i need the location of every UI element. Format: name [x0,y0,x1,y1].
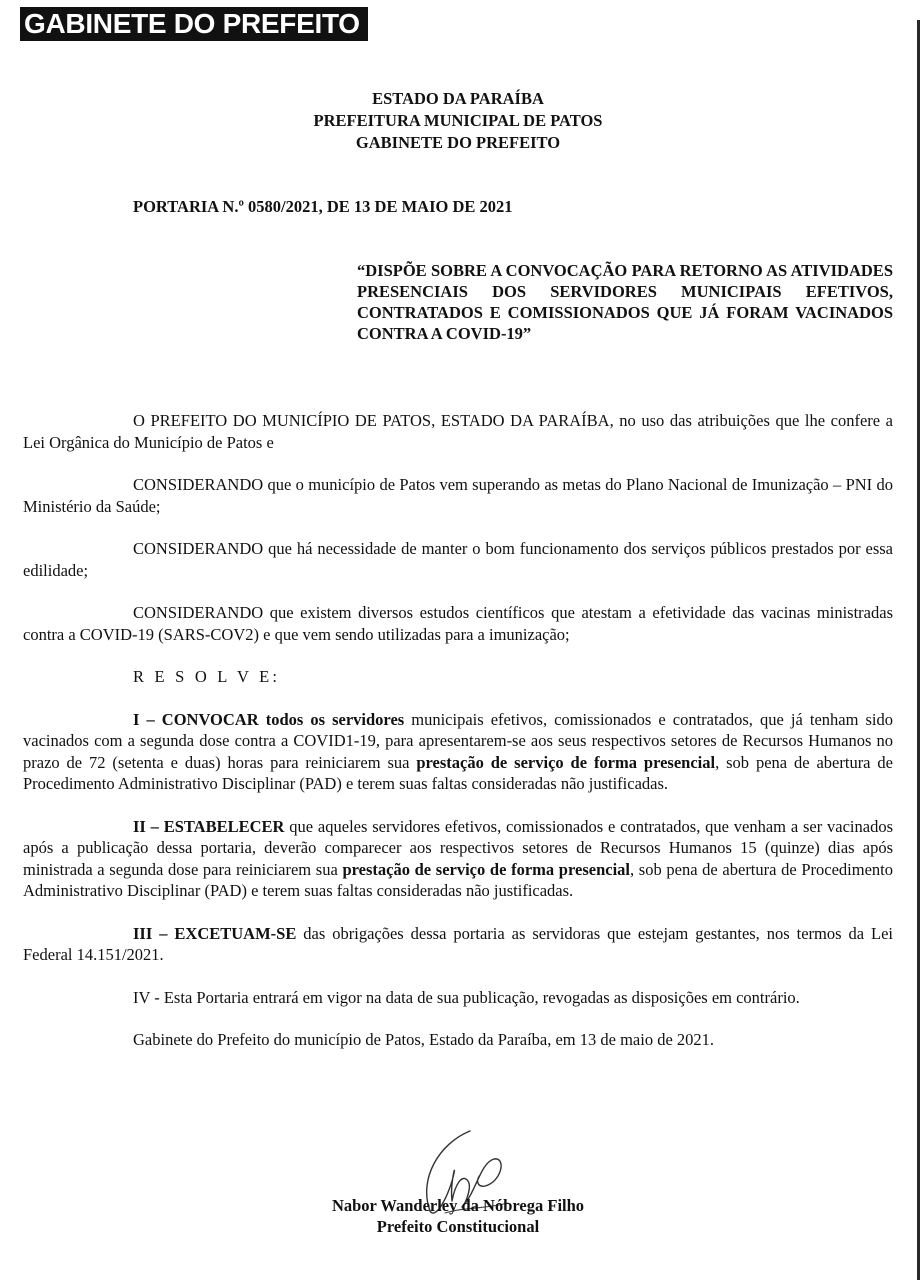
article-3 [23,923,893,966]
document-body [23,410,893,1072]
article-1 [23,709,893,795]
office-banner: GABINETE DO PREFEITO [20,7,368,41]
signatory-role: Prefeito Constitucional [376,1217,540,1236]
article-2 [23,816,893,902]
article-3-lead: III – EXCETUAM-SE [133,923,297,943]
article-1-text-b: , sob pena de abertura de Procedimento Administrativo Disciplinar (PAD) e terem suas faltas consideradas não justificadas. [23,752,893,793]
portaria-title: PORTARIA N.º 0580/2021, DE 13 DE MAIO DE 2021 [133,197,513,216]
document-header [0,88,916,154]
closing-line: Gabinete do Prefeito do município de Patos, Estado da Paraíba, em 13 de maio de 2021. [133,1030,715,1049]
article-1-lead: I – CONVOCAR todos os servidores [133,709,405,729]
article-2-text-a: que aqueles servidores efetivos, comissionados e contratados, que venham a ser vacinados após a publicação dessa portaria, deverão comparecer aos respectivos setores de Recursos Humanos 15 (quinze) dias após ministrada a segunda dose para reiniciarem sua [23,816,893,879]
considerando-1: CONSIDERANDO que o município de Patos vem superando as metas do Plano Nacional de Imunização – PNI do Ministério da Saúde; [23,475,893,516]
article-3-text: das obrigações dessa portaria as servidoras que estejam gestantes, nos termos da Lei Federal 14.151/2021. [23,923,894,964]
considerando-2: CONSIDERANDO que há necessidade de manter o bom funcionamento dos serviços públicos prestados por essa edilidade; [23,539,893,580]
header-state: ESTADO DA PARAÍBA [372,89,544,108]
considerando-3: CONSIDERANDO que existem diversos estudos científicos que atestam a efetividade das vacinas ministradas contra a COVID-19 (SARS-COV2) e que vem sendo utilizadas para a imunização; [23,603,893,644]
preamble: O PREFEITO DO MUNICÍPIO DE PATOS, ESTADO DA PARAÍBA, no uso das atribuições que lhe confere a Lei Orgânica do Município de Patos e [23,411,893,452]
article-4: IV - Esta Portaria entrará em vigor na data de sua publicação, revogadas as disposições em contrário. [133,987,800,1007]
header-prefecture: PREFEITURA MUNICIPAL DE PATOS [313,111,603,130]
resolve-heading: R E S O L V E: [133,667,281,686]
article-1-text-a: municipais efetivos, comissionados e contratados, que já tenham sido vacinados com a segunda dose contra a COVID1-19, para apresentarem-se aos seus respectivos setores de Recursos Humanos no prazo de 72 (setenta e duas) horas para reiniciarem sua [23,709,893,772]
signature-block [0,1195,916,1237]
article-2-lead: II – ESTABELECER [133,816,285,836]
ementa: “DISPÕE SOBRE A CONVOCAÇÃO PARA RETORNO AS ATIVIDADES PRESENCIAIS DOS SERVIDORES MUNICIPAIS EFETIVOS, CONTRATADOS E COMISSIONADOS QUE JÁ FORAM VACINADOS CONTRA A COVID-19” [357,261,893,343]
article-2-emphasis: prestação de serviço de forma presencial [342,859,630,879]
signatory-name: Nabor Wanderley da Nóbrega Filho [331,1196,585,1215]
article-1-emphasis: prestação de serviço de forma presencial [416,752,716,772]
header-office: GABINETE DO PREFEITO [355,133,561,152]
article-2-text-b: , sob pena de abertura de Procedimento Administrativo Disciplinar (PAD) e terem suas faltas consideradas não justificadas. [23,859,894,900]
